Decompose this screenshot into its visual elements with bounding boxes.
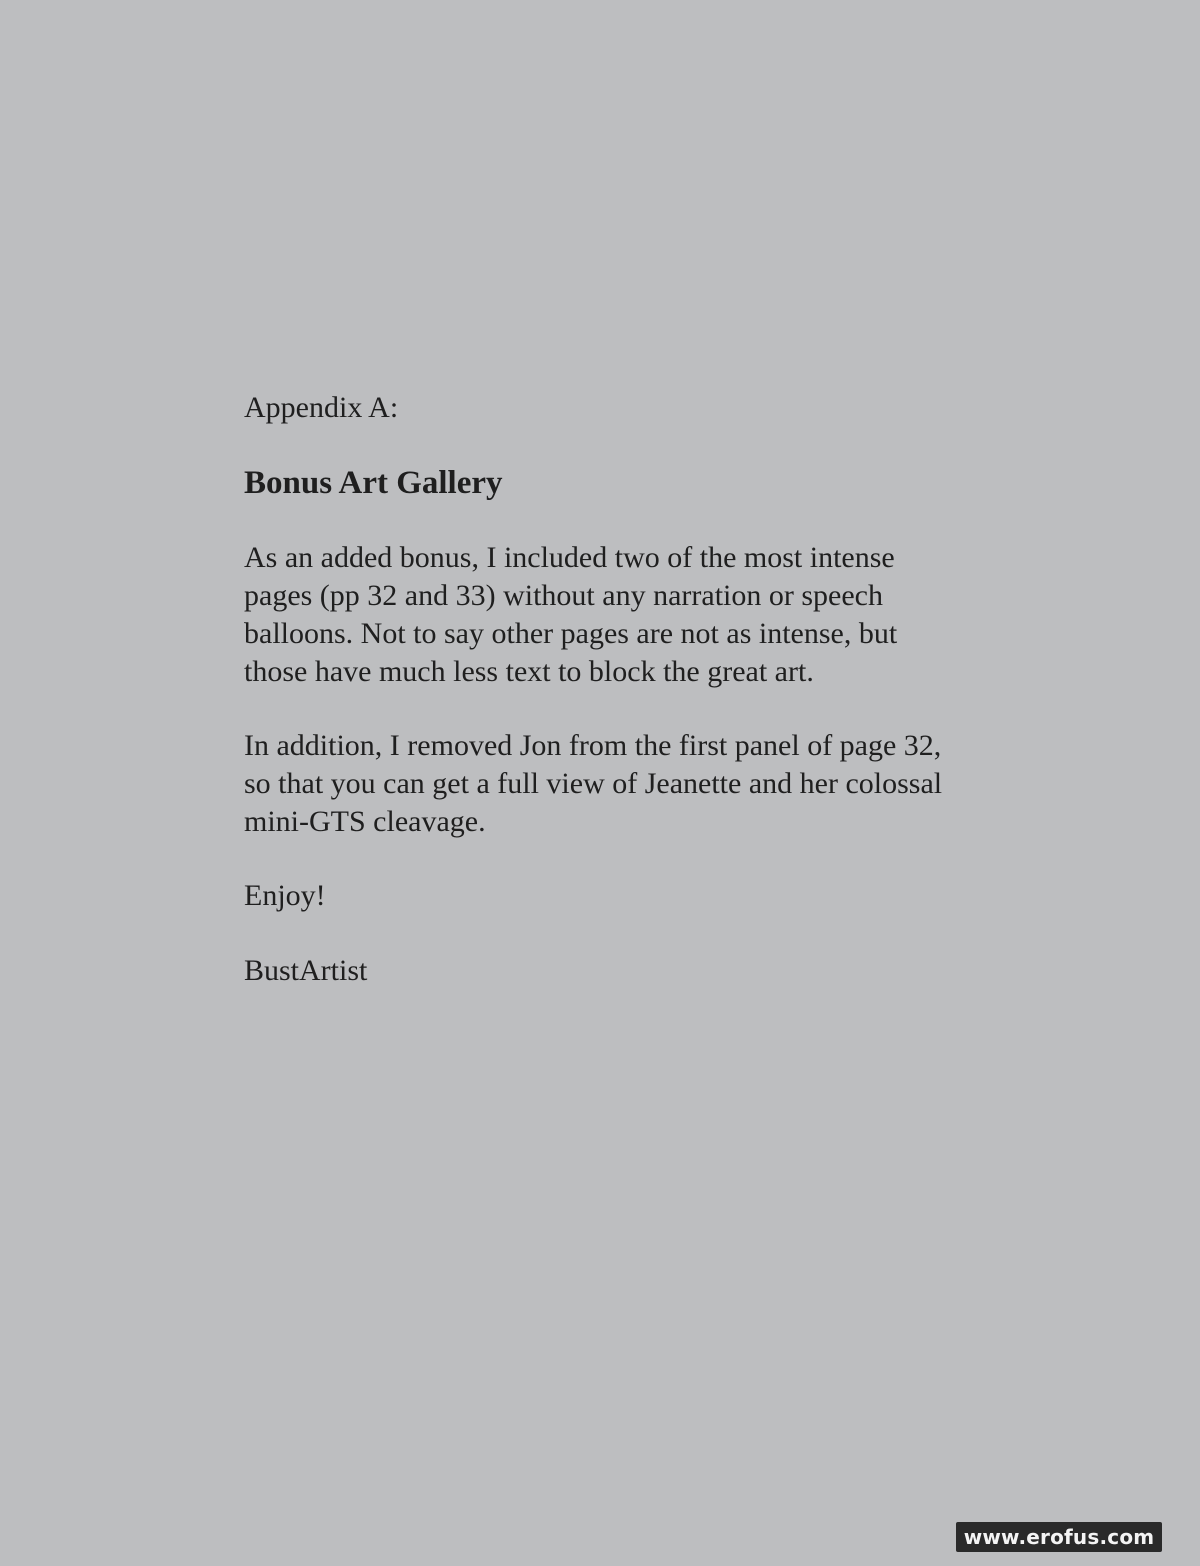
paragraph-enjoy: Enjoy!	[244, 879, 326, 912]
watermark-badge: www.erofus.com	[956, 1522, 1162, 1552]
paragraph-bonus-intro: As an added bonus, I included two of the most intense pages (pp 32 and 33) without any narration or speech balloons. Not to say other pages are not as intense, but those have much less text to block the great art.	[244, 541, 898, 688]
document-body	[244, 389, 944, 990]
section-title: Bonus Art Gallery	[244, 465, 503, 501]
paragraph-addition: In addition, I removed Jon from the first panel of page 32, so that you can get a full view of Jeanette and her colossal mini-GTS cleavage.	[244, 729, 943, 838]
appendix-label: Appendix A:	[244, 391, 399, 424]
author-signature: BustArtist	[244, 954, 368, 987]
